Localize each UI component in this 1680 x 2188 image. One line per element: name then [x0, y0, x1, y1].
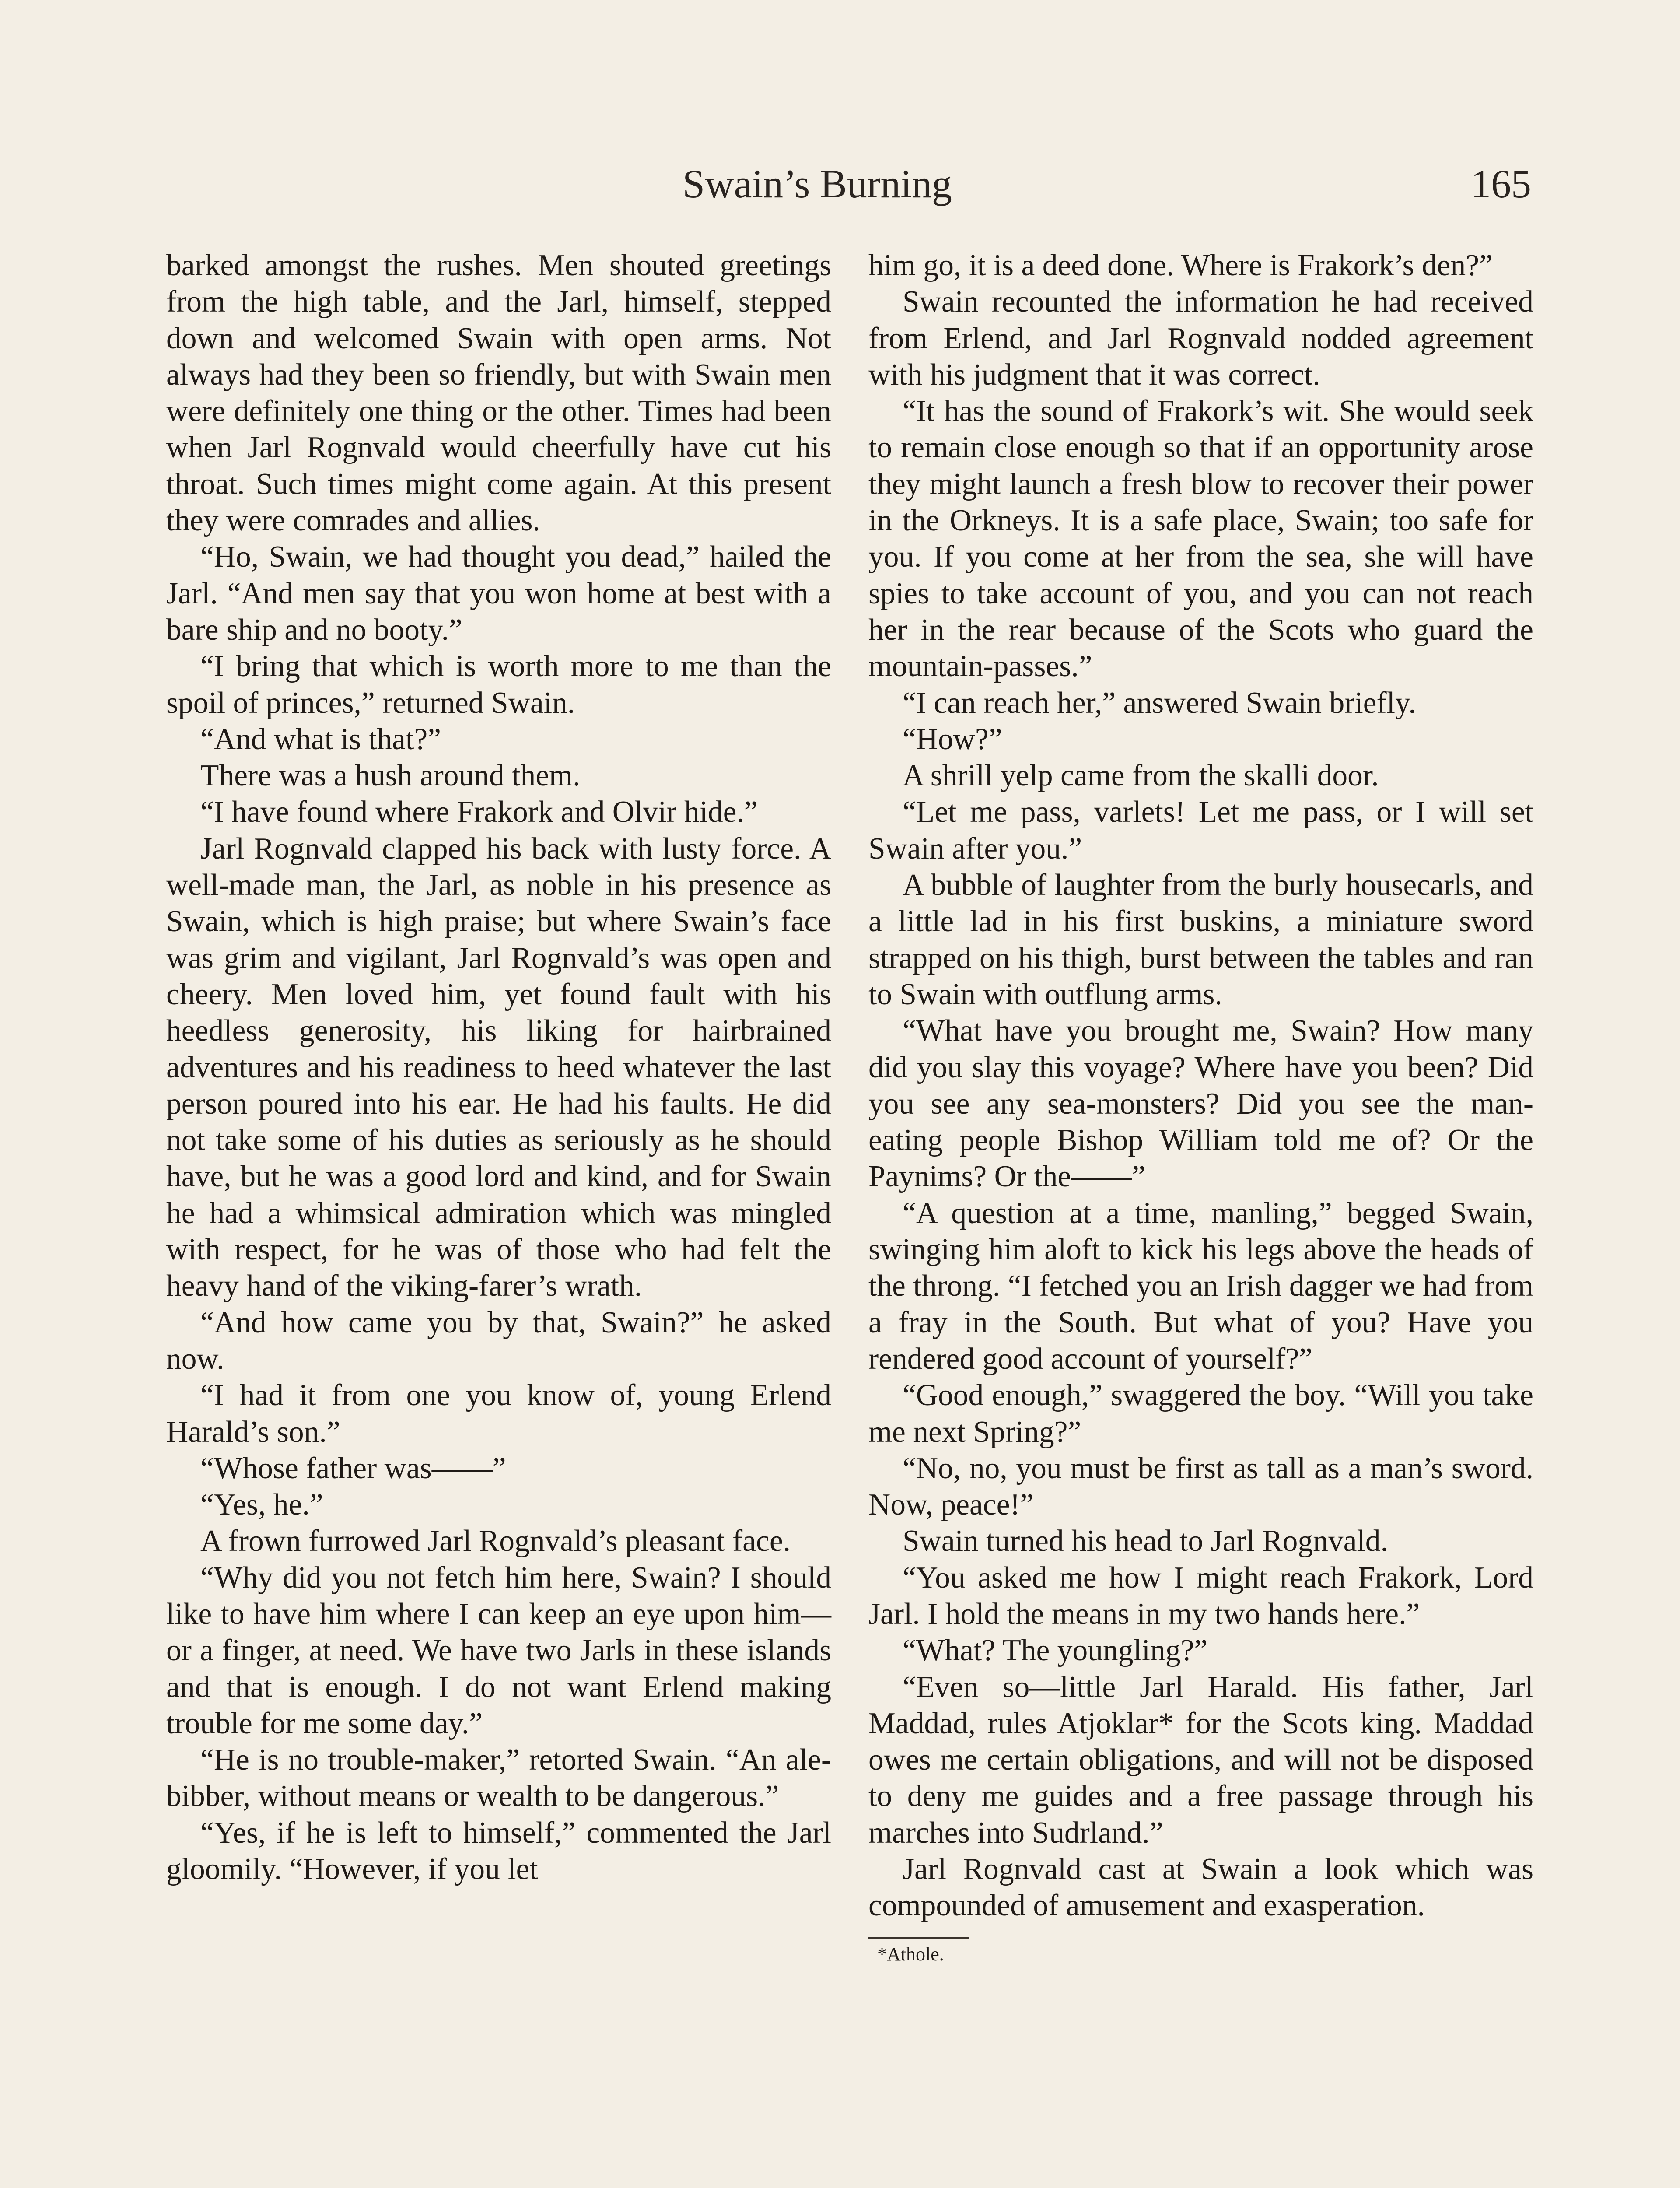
chapter-title: Swain’s Burning [682, 161, 952, 206]
paragraph: him go, it is a deed done. Where is Frakork’s den?” [868, 249, 1493, 282]
paragraph: “Even so—little Jarl Harald. His father, Jarl Maddad, rules Atjoklar* for the Scots king. Maddad owes me certain obligations, and will not be disposed to deny me guides and a free passage through his marches into Sudrland.” [868, 1670, 1533, 1850]
paragraph: Jarl Rognvald clapped his back with lusty force. A well-made man, the Jarl, as noble in his presence as Swain, which is high praise; but where Swain’s face was grim and vigilant, Jarl Rognvald’s was open and cheery. Men loved him, yet found fault with his heedless generosity, his liking for hairbrained adventures and his readiness to heed whatever the last person poured into his ear. He had his faults. He did not take some of his duties as seriously as he should have, but he was a good lord and kind, and for Swain he had a whimsical admiration which was mingled with respect, for he was of those who had felt the heavy hand of the viking-farer’s wrath. [166, 831, 831, 1303]
paragraph: “Why did you not fetch him here, Swain? I should like to have him where I can keep an eye upon him—or a finger, at need. We have two Jarls in these islands and that is enough. I do not want Erlend making trouble for me some day.” [166, 1560, 831, 1740]
paragraph: barked amongst the rushes. Men shouted greetings from the high table, and the Jarl, himself, stepped down and welcomed Swain with open arms. Not always had they been so friendly, but with Swain men were definitely one thing or the other. Times had been when Jarl Rognvald would cheerfully have cut his throat. Such times might come again. At this present they were comrades and allies. [166, 249, 831, 538]
paragraph: “What have you brought me, Swain? How many did you slay this voyage? Where have you been? Did you see any sea-monsters? Did you see the man-eating people Bishop William told me of? Or the Paynims? Or the——” [868, 1014, 1533, 1194]
paragraph: “No, no, you must be first as tall as a man’s sword. Now, peace!” [868, 1451, 1533, 1522]
paragraph: “Ho, Swain, we had thought you dead,” hailed the Jarl. “And men say that you won home at best with a bare ship and no booty.” [166, 540, 831, 647]
right-paragraphs [868, 247, 1533, 1924]
paragraph: “I bring that which is worth more to me than the spoil of princes,” returned Swain. [166, 649, 831, 720]
page-number: 165 [1471, 161, 1531, 206]
footnote: *Athole. [877, 1943, 944, 1965]
paragraph: Swain turned his head to Jarl Rognvald. [903, 1524, 1388, 1558]
paragraph: “And what is that?” [200, 722, 441, 756]
paragraph: “Good enough,” swaggered the boy. “Will you take me next Spring?” [868, 1378, 1533, 1449]
paragraph: There was a hush around them. [200, 759, 581, 793]
paragraph: Swain recounted the information he had received from Erlend, and Jarl Rognvald nodded agreement with his judgment that it was correct. [868, 285, 1533, 392]
paragraph: “Whose father was——” [200, 1451, 506, 1485]
paragraph: “You asked me how I might reach Frakork, Lord Jarl. I hold the means in my two hands here.” [868, 1560, 1533, 1631]
paragraph: Jarl Rognvald cast at Swain a look which was compounded of amusement and exasperation. [868, 1852, 1533, 1923]
running-head [166, 158, 1531, 210]
paragraph: “How?” [903, 722, 1002, 756]
paragraph: “I have found where Frakork and Olvir hide.” [200, 795, 758, 829]
paragraph: “It has the sound of Frakork’s wit. She would seek to remain close enough so that if an opportunity arose they might launch a fresh blow to recover their power in the Orkneys. It is a safe place, Swain; too safe for you. If you come at her from the sea, she will have spies to take account of you, and you can not reach her in the rear because of the Scots who guard the mountain-passes.” [868, 394, 1533, 684]
paragraph: A bubble of laughter from the burly housecarls, and a little lad in his first buskins, a miniature sword strapped on his thigh, burst between the tables and ran to Swain with outflung arms. [868, 868, 1533, 1011]
paragraph: “A question at a time, manling,” begged Swain, swinging him aloft to kick his legs above the heads of the throng. “I fetched you an Irish dagger we had from a fray in the South. But what of you? Have you rendered good account of yourself?” [868, 1196, 1533, 1376]
right-text-column [868, 247, 1533, 1967]
paragraph: A shrill yelp came from the skalli door. [903, 759, 1379, 793]
paragraph: “And how came you by that, Swain?” he asked now. [166, 1305, 831, 1376]
paragraph: “Yes, he.” [200, 1488, 323, 1522]
paragraph: “He is no trouble-maker,” retorted Swain. “An ale-bibber, without means or wealth to be dangerous.” [166, 1743, 831, 1813]
footnote-rule [868, 1937, 969, 1939]
paragraph: “Let me pass, varlets! Let me pass, or I will set Swain after you.” [868, 795, 1533, 866]
paragraph: A frown furrowed Jarl Rognvald’s pleasant face. [200, 1524, 791, 1558]
left-text-column [166, 247, 831, 1887]
paragraph: “I can reach her,” answered Swain briefly. [903, 686, 1416, 720]
paragraph: “I had it from one you know of, young Erlend Harald’s son.” [166, 1378, 831, 1449]
paragraph: “Yes, if he is left to himself,” commented the Jarl gloomily. “However, if you let [166, 1816, 831, 1886]
paragraph: “What? The youngling?” [903, 1634, 1208, 1668]
